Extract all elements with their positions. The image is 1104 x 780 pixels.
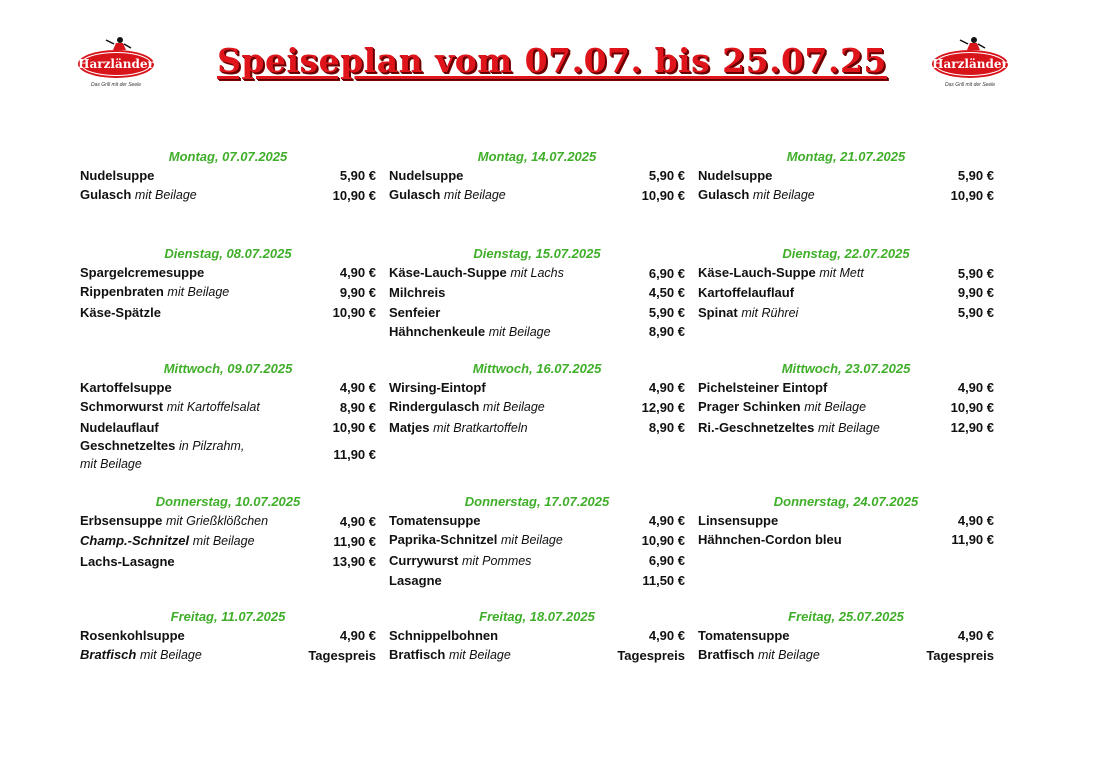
day-heading: Dienstag, 22.07.2025 xyxy=(782,246,910,261)
menu-item-name xyxy=(80,303,327,322)
dish-side-note: mit Beilage xyxy=(192,534,255,549)
dish-price: 8,90 € xyxy=(648,324,685,340)
menu-item-row xyxy=(80,437,376,473)
dish-side-note: mit Rührei xyxy=(741,305,799,320)
day-heading: Montag, 07.07.2025 xyxy=(168,149,288,164)
dish-price: 4,90 € xyxy=(339,628,376,643)
menu-item-name xyxy=(80,511,334,531)
dish-price: 6,90 € xyxy=(648,265,685,281)
menu-item-row xyxy=(389,166,685,185)
menu-item-row xyxy=(389,530,685,550)
day-heading: Montag, 14.07.2025 xyxy=(477,149,597,164)
menu-item-row xyxy=(698,263,994,283)
menu-item-row xyxy=(698,166,994,185)
dish-price: 4,90 € xyxy=(648,380,685,395)
menu-item-name xyxy=(389,626,643,645)
dish-name: Prager Schinken xyxy=(698,399,801,415)
menu-item-name xyxy=(389,418,643,438)
dish-price: 5,90 € xyxy=(648,168,685,183)
menu-item-name xyxy=(698,263,952,283)
menu-item-row xyxy=(80,166,376,185)
day-heading: Freitag, 18.07.2025 xyxy=(479,609,595,624)
dish-price: 4,90 € xyxy=(957,628,994,643)
dish-name: Paprika-Schnitzel xyxy=(389,532,498,548)
menu-item-name xyxy=(698,303,952,323)
menu-item-name xyxy=(80,645,302,665)
dish-side-note: mit Beilage xyxy=(139,648,202,663)
dish-name: Nudelsuppe xyxy=(80,168,155,183)
dish-name: Kartoffelauflauf xyxy=(698,285,795,301)
day-block xyxy=(80,245,376,322)
menu-item-row xyxy=(698,511,994,530)
dish-name: Rindergulasch xyxy=(389,399,480,415)
logo-wordmark: Harzländer xyxy=(932,57,1008,71)
menu-item-name xyxy=(698,626,952,645)
dish-price: 10,90 € xyxy=(641,532,685,548)
dish-name: Spargelcremesuppe xyxy=(80,265,205,280)
dish-price: 6,90 € xyxy=(648,553,685,569)
dish-side-note: mit Beilage xyxy=(817,420,880,435)
dish-side-note: mit Beilage xyxy=(167,285,230,300)
dish-name: Ri.-Geschnetzeltes xyxy=(698,419,815,435)
menu-item-name xyxy=(389,166,643,185)
dish-price: 11,90 € xyxy=(333,446,376,462)
menu-item-name xyxy=(389,571,636,590)
menu-item-name xyxy=(698,185,945,205)
menu-item-row xyxy=(698,185,994,205)
day-block xyxy=(698,360,994,438)
menu-item-row xyxy=(698,645,994,665)
dish-name: Käse-Lauch-Suppe xyxy=(389,265,507,280)
day-block xyxy=(389,493,685,590)
menu-item-name xyxy=(80,531,327,551)
day-block xyxy=(80,493,376,571)
dish-side-note: mit Bratkartoffeln xyxy=(433,420,528,435)
day-heading: Donnerstag, 10.07.2025 xyxy=(155,494,301,509)
menu-item-name xyxy=(389,322,643,342)
dish-name: Erbsensuppe xyxy=(80,513,163,528)
dish-name: Schmorwurst xyxy=(80,399,164,415)
day-heading: Dienstag, 08.07.2025 xyxy=(164,246,292,261)
menu-item-name xyxy=(698,378,952,397)
dish-name: Geschnetzeltes xyxy=(80,437,176,453)
dish-name: Champ.-Schnitzel xyxy=(80,533,190,549)
dish-price: 10,90 € xyxy=(641,187,685,203)
menu-item-name xyxy=(80,282,334,302)
menu-item-row xyxy=(80,303,376,322)
dish-name: Lasagne xyxy=(389,572,442,588)
dish-price: 12,90 € xyxy=(641,399,685,415)
dish-side-note: mit Beilage xyxy=(488,324,551,339)
dish-name: Milchreis xyxy=(389,285,446,301)
menu-item-name xyxy=(389,263,643,283)
dish-name: Käse-Spätzle xyxy=(80,304,161,320)
menu-item-row xyxy=(80,378,376,397)
menu-item-row xyxy=(80,626,376,645)
dish-side-note: mit Beilage xyxy=(448,648,511,663)
dish-price: 9,90 € xyxy=(957,285,994,301)
dish-name: Nudelsuppe xyxy=(698,168,773,183)
dish-name: Currywurst xyxy=(389,552,459,568)
dish-price: 4,90 € xyxy=(957,380,994,395)
logo-tagline: Das Grill mit der Seele xyxy=(90,82,142,88)
menu-item-row xyxy=(80,185,376,205)
menu-item-name xyxy=(389,530,636,550)
dish-name: Tomatensuppe xyxy=(698,628,790,643)
day-block xyxy=(698,493,994,550)
menu-item-name xyxy=(389,551,643,571)
day-heading: Montag, 21.07.2025 xyxy=(786,149,906,164)
menu-item-name xyxy=(698,397,945,417)
dish-name: Wirsing-Eintopf xyxy=(389,380,486,395)
menu-item-name xyxy=(80,552,327,571)
dish-side-note: mit Lachs xyxy=(510,266,564,280)
menu-item-row xyxy=(698,303,994,323)
menu-item-row xyxy=(389,571,685,590)
menu-item-row xyxy=(698,418,994,438)
menu-item-row xyxy=(389,397,685,417)
menu-item-name xyxy=(698,511,952,530)
dish-price: 5,90 € xyxy=(957,305,994,321)
dish-price: 4,90 € xyxy=(648,513,685,528)
day-heading: Donnerstag, 17.07.2025 xyxy=(464,494,610,509)
day-heading: Freitag, 25.07.2025 xyxy=(788,609,904,624)
dish-side-note: mit Mett xyxy=(819,266,864,280)
menu-item-row xyxy=(389,322,685,342)
dish-name: Hähnchenkeule xyxy=(389,323,486,339)
menu-item-name xyxy=(389,645,611,665)
dish-side-note: mit Pommes xyxy=(461,553,532,568)
menu-item-name xyxy=(698,530,945,549)
day-block xyxy=(698,608,994,666)
menu-item-name xyxy=(80,418,327,437)
dish-price: Tagespreis xyxy=(308,647,376,663)
dish-name: Hähnchen-Cordon bleu xyxy=(698,532,842,548)
menu-item-name xyxy=(80,185,327,205)
dish-price: 13,90 € xyxy=(332,553,376,569)
dish-name: Gulasch xyxy=(698,187,750,203)
day-block xyxy=(389,245,685,342)
dish-name: Rippenbraten xyxy=(80,284,164,300)
dish-price: 10,90 € xyxy=(332,187,376,203)
dish-name: Spinat xyxy=(698,304,738,320)
dish-name: Bratfisch xyxy=(698,647,755,663)
dish-price: 4,90 € xyxy=(339,265,376,280)
dish-price: 4,50 € xyxy=(648,285,685,301)
menu-item-name xyxy=(698,166,952,185)
menu-item-row xyxy=(80,645,376,665)
dish-name: Bratfisch xyxy=(389,647,446,663)
dish-side-note: mit Kartoffelsalat xyxy=(166,400,260,415)
dish-side-note: mit Beilage xyxy=(752,188,815,203)
dish-side-note: mit Beilage xyxy=(80,456,142,471)
menu-item-name xyxy=(389,397,636,417)
dish-side-note: mit Beilage xyxy=(501,533,563,548)
dish-side-note: mit Beilage xyxy=(134,188,197,203)
dish-price: 5,90 € xyxy=(957,265,994,281)
dish-side-note: in Pilzrahm, xyxy=(179,438,245,453)
dish-name: Kartoffelsuppe xyxy=(80,380,172,395)
menu-item-row xyxy=(389,511,685,530)
menu-item-row xyxy=(80,531,376,551)
menu-item-row xyxy=(698,626,994,645)
dish-name: Bratfisch xyxy=(80,647,137,663)
dish-price: 4,90 € xyxy=(339,380,376,395)
day-block xyxy=(80,360,376,473)
menu-item-name xyxy=(80,437,327,473)
day-heading: Dienstag, 15.07.2025 xyxy=(473,246,601,261)
dish-price: 10,90 € xyxy=(332,419,376,435)
menu-item-name xyxy=(389,185,636,205)
title-area xyxy=(0,41,1104,80)
dish-price: 9,90 € xyxy=(339,284,376,300)
dish-price: 5,90 € xyxy=(648,304,685,320)
day-block xyxy=(80,608,376,666)
menu-item-row xyxy=(389,418,685,438)
day-block xyxy=(389,608,685,666)
day-block xyxy=(80,148,376,206)
dish-price: Tagespreis xyxy=(617,647,685,663)
menu-item-row xyxy=(389,185,685,205)
dish-name: Rosenkohlsuppe xyxy=(80,628,185,643)
dish-name: Gulasch xyxy=(389,187,441,203)
menu-item-name xyxy=(80,397,334,417)
dish-name: Käse-Lauch-Suppe xyxy=(698,265,816,280)
day-block xyxy=(389,360,685,438)
menu-item-name xyxy=(389,303,643,322)
menu-item-name xyxy=(698,283,952,302)
dish-side-note: mit Beilage xyxy=(804,400,867,415)
dish-price: 8,90 € xyxy=(648,420,685,436)
logo-tagline: Das Grill mit der Seele xyxy=(944,82,996,88)
day-heading: Mittwoch, 16.07.2025 xyxy=(472,361,602,376)
dish-name: Senfeier xyxy=(389,304,441,320)
page-title: Speiseplan vom 07.07. bis 25.07.25 xyxy=(217,41,887,80)
menu-item-row xyxy=(389,626,685,645)
day-heading: Mittwoch, 23.07.2025 xyxy=(781,361,911,376)
dish-price: 5,90 € xyxy=(957,168,994,183)
menu-item-name xyxy=(698,645,920,665)
menu-item-row xyxy=(698,378,994,397)
dish-price: Tagespreis xyxy=(926,647,994,663)
menu-item-row xyxy=(80,511,376,531)
menu-item-name xyxy=(698,418,945,438)
menu-item-row xyxy=(389,303,685,322)
dish-price: 4,90 € xyxy=(648,628,685,643)
dish-name: Schnippelbohnen xyxy=(389,628,499,643)
dish-price: 5,90 € xyxy=(339,168,376,183)
menu-item-name xyxy=(80,166,334,185)
dish-name: Gulasch xyxy=(80,187,132,203)
menu-item-row xyxy=(80,263,376,282)
dish-price: 10,90 € xyxy=(332,304,376,320)
day-block xyxy=(698,148,994,206)
menu-item-row xyxy=(389,645,685,665)
day-block xyxy=(389,148,685,206)
dish-side-note: mit Beilage xyxy=(482,400,545,415)
menu-item-name xyxy=(80,263,334,282)
dish-price: 10,90 € xyxy=(950,399,994,415)
dish-side-note: mit Beilage xyxy=(757,648,820,663)
dish-name: Lachs-Lasagne xyxy=(80,553,175,569)
dish-name: Linsensuppe xyxy=(698,513,779,528)
dish-price: 11,90 € xyxy=(333,533,376,549)
dish-side-note: mit Beilage xyxy=(443,188,506,203)
menu-item-row xyxy=(698,397,994,417)
dish-name: Nudelsuppe xyxy=(389,168,464,183)
dish-name: Pichelsteiner Eintopf xyxy=(698,380,828,395)
dish-name: Nudelauflauf xyxy=(80,419,159,435)
day-heading: Freitag, 11.07.2025 xyxy=(170,609,286,624)
dish-price: 4,90 € xyxy=(339,513,376,529)
menu-item-row xyxy=(698,283,994,302)
menu-item-name xyxy=(389,378,643,397)
dish-price: 12,90 € xyxy=(950,420,994,436)
dish-price: 4,90 € xyxy=(957,513,994,528)
menu-item-row xyxy=(80,282,376,302)
menu-item-name xyxy=(389,283,643,302)
day-heading: Mittwoch, 09.07.2025 xyxy=(163,361,293,376)
logo-wordmark: Harzländer xyxy=(78,57,154,71)
menu-item-name xyxy=(80,626,334,645)
menu-item-row xyxy=(389,378,685,397)
dish-price: 10,90 € xyxy=(950,187,994,203)
menu-item-row xyxy=(80,552,376,571)
dish-side-note: mit Grießklößchen xyxy=(165,514,269,528)
day-heading: Donnerstag, 24.07.2025 xyxy=(773,494,919,509)
menu-item-row xyxy=(80,418,376,437)
dish-price: 8,90 € xyxy=(339,399,376,415)
dish-price: 11,50 € xyxy=(642,572,685,588)
menu-item-row xyxy=(80,397,376,417)
menu-item-row xyxy=(389,263,685,283)
menu-item-row xyxy=(389,551,685,571)
day-block xyxy=(698,245,994,323)
menu-item-row xyxy=(698,530,994,549)
dish-name: Tomatensuppe xyxy=(389,513,481,528)
menu-item-name xyxy=(389,511,643,530)
menu-item-row xyxy=(389,283,685,302)
menu-item-name xyxy=(80,378,334,397)
dish-price: 11,90 € xyxy=(951,532,994,548)
dish-name: Matjes xyxy=(389,419,430,435)
